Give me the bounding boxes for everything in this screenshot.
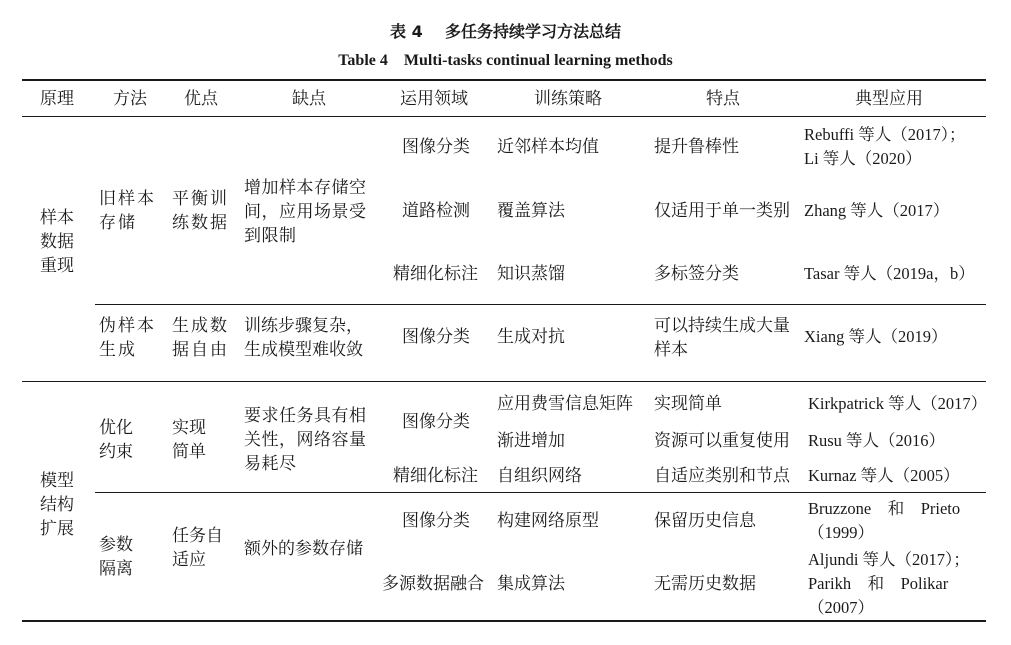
- domain-cell: 图像分类: [402, 511, 470, 531]
- table-caption-en: Table 4 Multi-tasks continual learning methods: [338, 52, 673, 69]
- table-caption-cn: 表 4 多任务持续学习方法总结: [390, 22, 621, 41]
- header-feature: 特点: [706, 89, 740, 109]
- reference-cell: Rusu 等人（2016）: [808, 431, 946, 450]
- feature-cell: 提升鲁棒性: [654, 137, 739, 157]
- reference-cell: Zhang 等人（2017）: [804, 201, 950, 220]
- feature-cell: 仅适用于单一类别: [654, 201, 790, 221]
- method-constraint: 优化 约束: [99, 418, 133, 462]
- strategy-cell: 知识蒸馏: [497, 264, 565, 284]
- feature-cell: 可以持续生成大量 样本: [654, 316, 790, 360]
- disadvantage-isolation: 额外的参数存储: [244, 539, 363, 559]
- feature-cell: 多标签分类: [654, 264, 739, 284]
- header-domain: 运用领域: [400, 89, 468, 109]
- strategy-cell: 渐进增加: [497, 431, 565, 451]
- header-method: 方法: [113, 89, 147, 109]
- reference-cell: Kurnaz 等人（2005）: [808, 466, 960, 485]
- header-typical-application: 典型应用: [855, 89, 923, 109]
- principle-model: 模型 结构 扩展: [40, 471, 74, 539]
- strategy-cell: 应用费雪信息矩阵: [497, 394, 633, 414]
- reference-cell: Rebuffi 等人（2017）； Li 等人（2020）: [804, 125, 966, 168]
- strategy-cell: 近邻样本均值: [497, 137, 599, 157]
- domain-cell: 图像分类: [402, 412, 470, 432]
- advantage-constraint: 实现 简单: [172, 418, 206, 462]
- disadvantage-old-sample: 增加样本存储空 间，应用场景受 到限制: [244, 178, 367, 246]
- method-isolation: 参数 隔离: [99, 535, 133, 579]
- reference-cell: Xiang 等人（2019）: [804, 327, 948, 346]
- advantage-old-sample: 平衡训 练数据: [172, 189, 229, 233]
- strategy-cell: 构建网络原型: [497, 511, 599, 531]
- strategy-cell: 覆盖算法: [497, 201, 565, 221]
- domain-cell: 图像分类: [402, 327, 470, 347]
- subgroup-divider-replay: [95, 304, 986, 305]
- strategy-cell: 自组织网络: [497, 466, 582, 486]
- advantage-isolation: 任务自 适应: [172, 526, 223, 570]
- bottom-rule: [22, 620, 986, 622]
- feature-cell: 自适应类别和节点: [654, 466, 790, 486]
- group-divider: [22, 381, 986, 382]
- header-strategy: 训练策略: [534, 89, 602, 109]
- method-old-sample: 旧样本 存储: [99, 189, 156, 233]
- method-pseudo-sample: 伪样本 生成: [99, 316, 156, 360]
- feature-cell: 资源可以重复使用: [654, 431, 790, 451]
- disadvantage-constraint: 要求任务具有相 关性，网络容量 易耗尽: [244, 406, 367, 474]
- strategy-cell: 集成算法: [497, 574, 565, 594]
- domain-cell: 多源数据融合: [382, 574, 484, 594]
- reference-cell: Tasar 等人（2019a，b）: [804, 264, 975, 283]
- header-principle: 原理: [40, 89, 74, 109]
- top-rule: [22, 79, 986, 81]
- feature-cell: 无需历史数据: [654, 574, 756, 594]
- reference-cell: Kirkpatrick 等人（2017）: [808, 394, 988, 413]
- reference-cell: Bruzzone 和 Prieto （1999）: [808, 499, 961, 542]
- domain-cell: 精细化标注: [393, 264, 478, 284]
- reference-cell: Aljundi 等人（2017）； Parikh 和 Polikar （2007）: [808, 550, 970, 617]
- principle-replay: 样本 数据 重现: [40, 208, 74, 276]
- header-disadvantage: 缺点: [292, 89, 326, 109]
- feature-cell: 实现简单: [654, 394, 722, 414]
- domain-cell: 图像分类: [402, 137, 470, 157]
- header-rule: [22, 116, 986, 117]
- header-advantage: 优点: [184, 89, 218, 109]
- feature-cell: 保留历史信息: [654, 511, 756, 531]
- advantage-pseudo-sample: 生成数 据自由: [172, 316, 229, 360]
- subgroup-divider-model: [95, 492, 986, 493]
- domain-cell: 道路检测: [402, 201, 470, 221]
- domain-cell: 精细化标注: [393, 466, 478, 486]
- strategy-cell: 生成对抗: [497, 327, 565, 347]
- disadvantage-pseudo-sample: 训练步骤复杂， 生成模型难收敛: [244, 316, 363, 360]
